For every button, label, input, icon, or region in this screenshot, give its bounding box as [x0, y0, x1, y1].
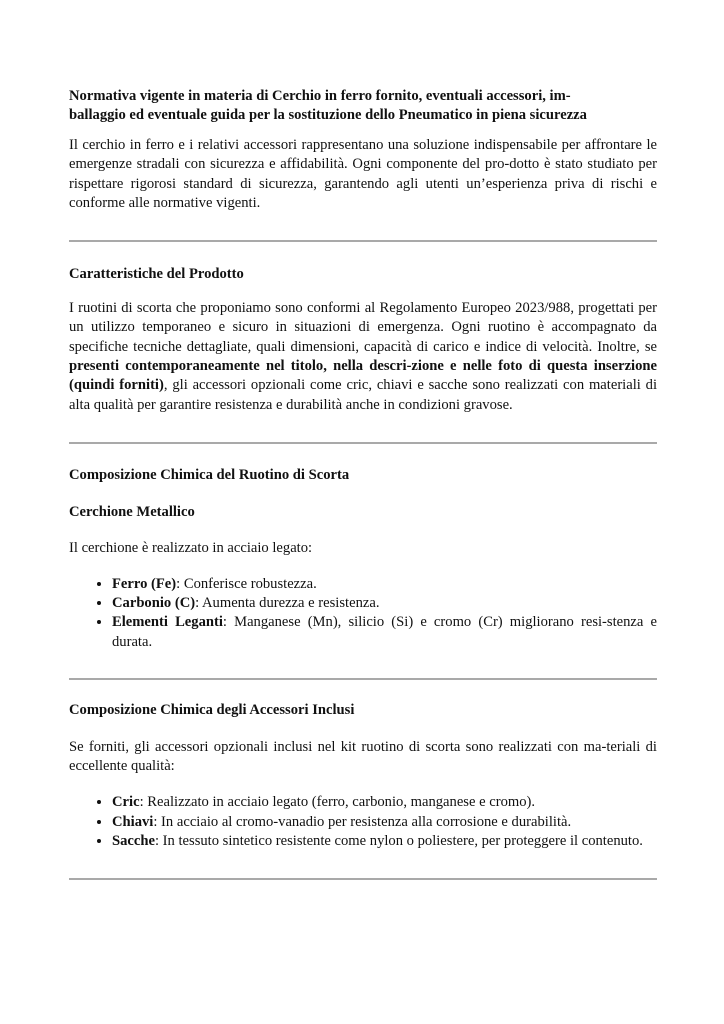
section-title-composizione-accessori: Composizione Chimica degli Accessori Inclusi: [69, 702, 355, 719]
paragraph-normativa: Il cerchio in ferro e i relativi accessori rappresentano una soluzione indispensabile per affrontare le emergenze stradali con sicurezza e affidabilità. Ogni componente del pro-dotto è stato studiato per rispettare rigorosi standard di sicurezza, garantendo agli utenti un’esperienza priva di rischi e conforme alle normative vigenti.: [69, 136, 657, 212]
section-title-composizione-ruotino: Composizione Chimica del Ruotino di Scorta: [69, 467, 350, 484]
section-caratteristiche: [69, 265, 657, 415]
title-line-2: ballaggio ed eventuale guida per la sostituzione dello Pneumatico in piena sicurezza: [69, 107, 587, 124]
section-title-normativa: [69, 87, 657, 126]
list-item-desc: : In tessuto sintetico resistente come nylon o poliestere, per proteggere il contenuto.: [154, 833, 643, 850]
list-item-term: Ferro (Fe): [112, 575, 177, 592]
list-item: [112, 832, 657, 851]
list-item-term: Elementi Leganti: [112, 614, 223, 631]
list-item-desc: : Manganese (Mn), silicio (Si) e cromo (Cr) migliorano resi-stenza e durata.: [112, 614, 657, 650]
list-item-term: Sacche: [112, 833, 155, 850]
paragraph-text-1: I ruotini di scorta che proponiamo sono conformi al Regolamento Europeo 2023/988, progettati per un utilizzo temporaneo e sicuro in situazioni di emergenza. Ogni ruotino è accompagnato da specifiche tecniche dettagliate, quali dimensioni, capacità di carico e indice di velocità. Inoltre, se: [69, 299, 657, 355]
divider: [69, 878, 657, 880]
list-item-term: Cric: [112, 794, 140, 811]
subsection-title-cerchione: Cerchione Metallico: [69, 503, 195, 520]
intro-cerchione: Il cerchione è realizzato in acciaio legato:: [69, 540, 313, 557]
paragraph-bold-text: presenti contemporaneamente nel titolo, nella descri-zione e nelle foto di questa inserzione (quindi forniti): [69, 358, 657, 394]
list-item: [112, 793, 657, 812]
section-composizione-accessori: [69, 701, 657, 851]
list-item-term: Carbonio (C): [112, 594, 196, 611]
list-item: [112, 813, 657, 832]
divider: [69, 240, 657, 242]
paragraph-text-2: , gli accessori opzionali come cric, chiavi e sacche sono realizzati con materiali di alta qualità per garantire resistenza e durabilità anche in condizioni gravose.: [69, 377, 657, 413]
list-item: [112, 613, 657, 652]
list-item: [112, 594, 657, 613]
list-item-term: Chiavi: [112, 813, 154, 830]
divider: [69, 678, 657, 680]
list-item-desc: : In acciaio al cromo-vanadio per resistenza alla corrosione e durabilità.: [153, 813, 572, 830]
intro-accessori: Se forniti, gli accessori opzionali inclusi nel kit ruotino di scorta sono realizzati con ma-teriali di eccellente qualità:: [69, 738, 657, 774]
list-item-desc: : Aumenta durezza e resistenza.: [195, 594, 380, 611]
list-item-desc: : Realizzato in acciaio legato (ferro, carbonio, manganese e cromo).: [139, 794, 536, 811]
paragraph-caratteristiche: [69, 299, 657, 415]
list-accessori: [69, 793, 657, 851]
section-title-caratteristiche: Caratteristiche del Prodotto: [69, 266, 244, 283]
list-item-desc: : Conferisce robustezza.: [176, 575, 317, 592]
divider: [69, 442, 657, 444]
document-page: [69, 87, 657, 880]
section-normativa: [69, 87, 657, 213]
title-line-1: Normativa vigente in materia di Cerchio in ferro fornito, eventuali accessori, im-: [69, 88, 571, 104]
list-cerchione: [69, 575, 657, 653]
list-item: [112, 575, 657, 594]
section-composizione-ruotino: [69, 466, 657, 652]
